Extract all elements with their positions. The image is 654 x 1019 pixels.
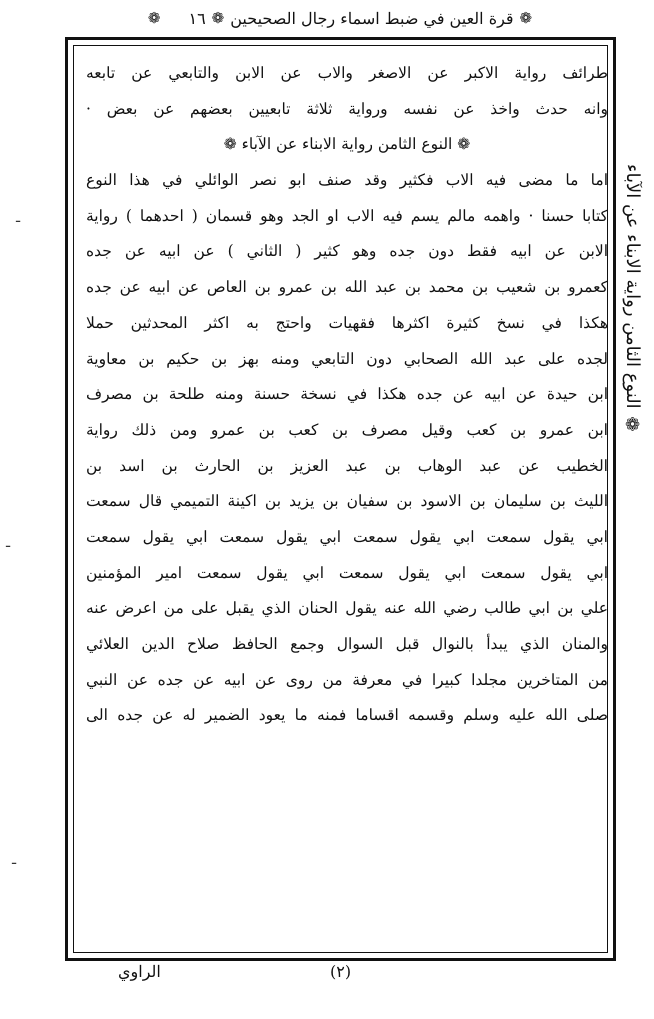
main-text: [86, 56, 608, 734]
page-footer: [70, 962, 610, 992]
page-number: ١٦: [188, 8, 206, 28]
text-line: الخطيب عن عبد الوهاب بن عبد العزيز بن الحارث بن اسد بن: [86, 456, 608, 475]
margin-mark: ـ: [6, 535, 11, 551]
text-line: اما ما مضى فيه الاب فكثير وقد صنف ابو نصر الوائلي في هذا النوع: [86, 171, 608, 190]
text-line: كعمرو بن شعيب بن محمد بن عبد الله بن عمرو بن العاص عن ابيه عن جده: [86, 278, 608, 297]
text-line: الليث بن سليمان بن الاسود بن سفيان بن يزيد بن اكينة التميمي قال سمعت: [86, 492, 608, 511]
margin-mark: ـ: [16, 210, 21, 226]
signature-number: (٢): [330, 962, 352, 981]
ornament-icon: ❁: [519, 9, 533, 27]
section-heading: ❁ النوع الثامن رواية الابناء عن الآباء ❁: [223, 135, 471, 154]
text-line: ابن عمرو بن كعب وقيل مصرف بن كعب بن عمرو ومن ذلك رواية: [86, 420, 608, 439]
text-line: طرائف رواية الاكبر عن الاصغر والاب عن الابن والتابعي عن تابعه: [86, 64, 608, 82]
text-line: علي بن ابي طالب رضي الله عنه يقول الحنان الذي يقبل على من اعرض عنه: [86, 599, 608, 618]
catchword: الراوي: [118, 962, 161, 981]
ornament-icon: ❁: [147, 9, 161, 27]
text-line: هكذا في نسخ كثيرة اكثرها فقهيات واحتج به اكثر المحدثين حملا: [86, 313, 608, 332]
ornament-icon: ❁: [211, 9, 225, 27]
text-line: صلى الله عليه وسلم وقسمه اقساما فمنه ما يعود الضمير له عن جده الى: [86, 706, 608, 725]
text-line: ابي يقول سمعت ابي يقول سمعت ابي يقول سمعت امير المؤمنين: [86, 563, 608, 582]
running-header: [60, 0, 620, 36]
text-line: ابي يقول سمعت ابي يقول سمعت ابي يقول سمعت ابي يقول سمعت: [86, 527, 608, 546]
text-line: وانه حدث واخذ عن نفسه ورواية ثلاثة تابعيين بعضهم عن بعض ·: [86, 99, 608, 118]
text-line: من المتاخرين مجلدا كبيرا في معرفة من روى عن ابيه عن جده عن النبي: [86, 670, 608, 689]
margin-mark: ـ: [12, 852, 17, 868]
header-title: قرة العين في ضبط اسماء رجال الصحيحين: [230, 8, 514, 28]
text-line: لجده على عبد الله الصحابي دون التابعي ومنه بهز بن حكيم بن معاوية: [86, 349, 608, 368]
text-line: والمنان الذي يبدأ بالنوال قبل السوال وجمع الحافظ صلاح الدين العلائي: [86, 635, 608, 653]
text-line: الابن عن ابيه فقط دون جده وهو كثير ( الثاني ) عن ابيه عن جده: [86, 242, 608, 261]
text-line: ابن حيدة عن ابيه عن جده هكذا في نسخة حسنة ومنه طلحة بن مصرف: [86, 385, 608, 404]
text-line: كتابا حسنا · واهمه مالم يسم فيه الاب او الجد وهو قسمان ( احدهما ) رواية: [86, 206, 608, 225]
margin-heading: ❁ النوع الثامن رواية الابناء عن الآباء: [622, 164, 643, 436]
